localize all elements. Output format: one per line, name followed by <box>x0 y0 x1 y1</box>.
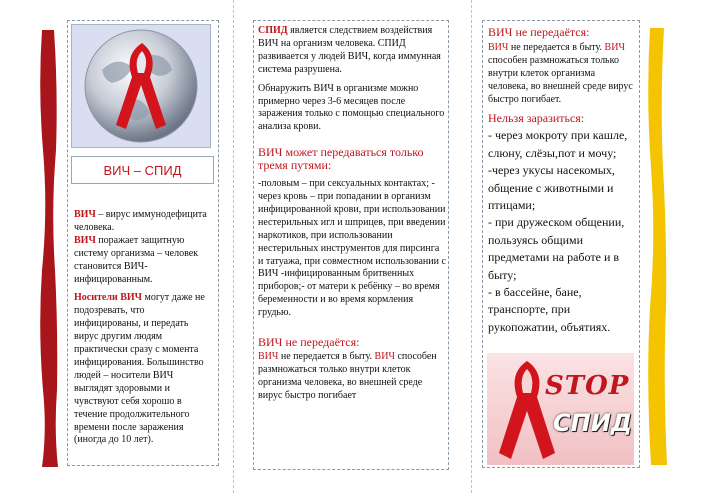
lead-word: ВИЧ <box>74 234 96 246</box>
lead-word: ВИЧ <box>258 350 279 362</box>
panel3-heading: Нельзя заразиться: <box>488 111 585 126</box>
ways-list: -половым – при сексуальных контактах; - через кровь – при попадании в организм инфицированной крови, при использовании нестерильных игл и шприцев, при введении наркотиков, при использовании нестерильных инструментов для пирсинга и татуажа, при совместном использовании с ВИЧ -инфицированным бритвенных приборов;- от матери к ребёнку – во время беременности и во время кормления грудью. <box>258 178 446 319</box>
lead-word: Носители ВИЧ <box>74 292 142 304</box>
panel2-body <box>258 25 446 409</box>
list-item: - при дружеском общении, пользуясь общими предметами на работе и в быту; <box>488 215 625 282</box>
globe-ribbon-image <box>71 24 211 148</box>
paragraph-text: способен размножаться только внутри клеток организма человека, во внешней среде вирус быстро погибает. <box>488 54 633 105</box>
paragraph-text: способен размножаться только внутри клеток организма человека, во внешней среде вирус быстро погибает <box>258 350 437 401</box>
lead-word: ВИЧ <box>604 41 625 53</box>
yellow-wave-stripe <box>645 28 667 465</box>
paragraph-text: является следствием воздействия ВИЧ на организм человека. СПИД развивается у людей ВИЧ, когда иммунная система разрушена. <box>258 25 441 75</box>
stop-aids-image <box>487 353 634 465</box>
paragraph-text: не передается в быту. <box>508 41 605 53</box>
panel1-title: ВИЧ – СПИД <box>71 156 214 184</box>
lead-word: СПИД <box>258 25 288 36</box>
panel1-paragraph <box>74 209 211 286</box>
panel2-heading: ВИЧ может передаваться только тремя путями: <box>258 145 424 173</box>
paragraph-text: – вирус иммунодефицита человека. <box>74 209 207 233</box>
no-risk-list <box>488 127 636 336</box>
panel2-heading: ВИЧ не передаётся: <box>258 335 360 350</box>
fold-line-2 <box>471 0 472 493</box>
paragraph-text: не передается в быту. <box>278 350 375 362</box>
list-item: -через укусы насекомых, общение с животными и птицами; <box>488 163 615 212</box>
red-wave-stripe <box>38 30 58 467</box>
panel3-paragraph <box>488 42 636 107</box>
fold-line-1 <box>233 0 234 493</box>
paragraph-text: могут даже не подозревать, что инфицированы, и передать вирус другим людям практически сразу с момента инфицирования. Большинство людей – носители ВИЧ выглядят здоровыми и чувствуют себя хорошо в течение продолжительного времени после заражения (иногда до 10 лет). <box>74 292 205 446</box>
panel2-paragraph <box>258 25 446 77</box>
lead-word: ВИЧ <box>488 41 509 53</box>
list-item: - через мокроту при кашле, слюну, слёзы,пот и мочу; <box>488 128 628 160</box>
globe-icon <box>72 25 210 147</box>
panel3-heading: ВИЧ не передаётся: <box>488 25 590 39</box>
stop-subtitle: СПИД <box>553 409 633 437</box>
lead-word: ВИЧ <box>74 209 96 220</box>
paragraph-text: поражает защитную систему организма – человек становится ВИЧ-инфицированным. <box>74 234 199 285</box>
lead-word: ВИЧ <box>374 350 395 362</box>
panel2-paragraph <box>258 351 446 403</box>
stop-word: STOP <box>545 371 630 401</box>
list-item: - в бассейне, бане, транспорте, при рукопожатии, объятиях. <box>488 285 611 334</box>
panel1-body <box>74 209 211 453</box>
panel2-paragraph: Обнаружить ВИЧ в организме можно примерно через 3-6 месяцев после заражения только с помощью специального анализа крови. <box>258 82 445 133</box>
panel1-paragraph <box>74 292 211 447</box>
panel3-body <box>488 26 636 336</box>
